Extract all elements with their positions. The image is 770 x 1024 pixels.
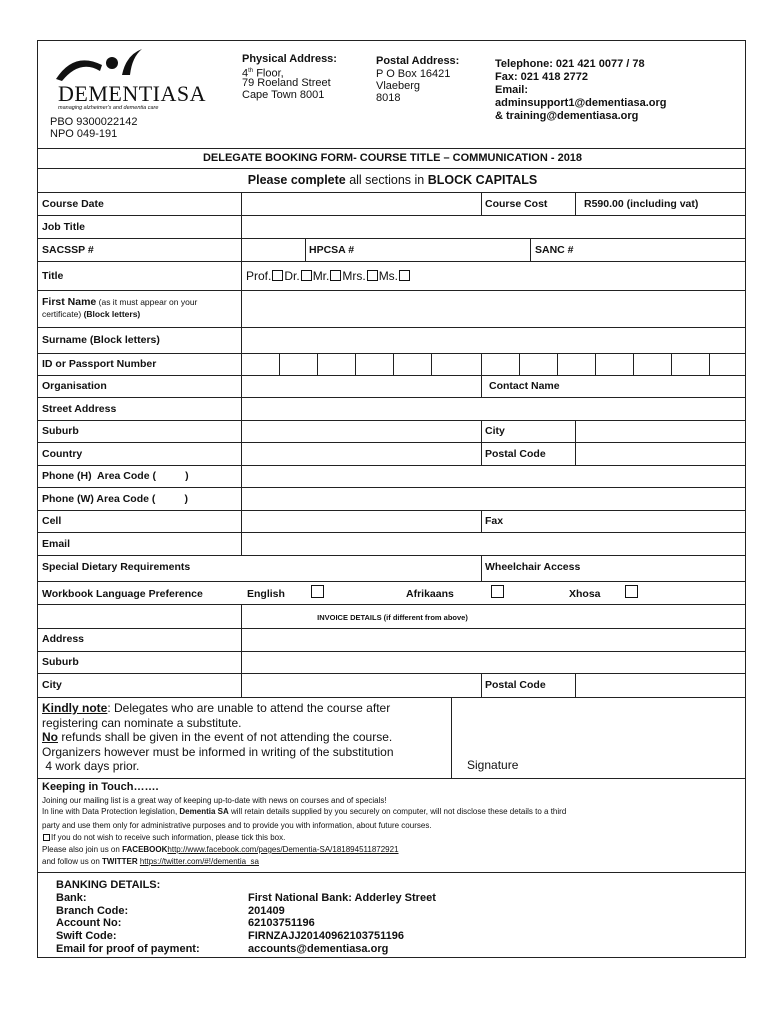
- course-cost-label: Course Cost: [485, 198, 548, 210]
- afrikaans-checkbox[interactable]: [491, 585, 504, 598]
- physical-address-line2: 79 Roeland Street: [242, 77, 331, 89]
- contact-email-1: adminsupport1@dementiasa.org: [495, 97, 667, 109]
- job-title-field[interactable]: [243, 217, 743, 236]
- contact-email-label: Email:: [495, 84, 529, 96]
- surname-field[interactable]: [243, 329, 743, 351]
- physical-address-title: Physical Address:: [242, 53, 337, 65]
- invoice-suburb-label: Suburb: [42, 656, 79, 668]
- xhosa-checkbox[interactable]: [625, 585, 638, 598]
- swift-code-label: Swift Code:: [56, 930, 117, 942]
- payment-email-value: accounts@dementiasa.org: [248, 943, 389, 955]
- keeping-in-touch-title: Keeping in Touch…….: [42, 781, 159, 793]
- booking-form: [37, 40, 746, 958]
- surname-label: Surname (Block letters): [42, 334, 160, 346]
- npo-number: NPO 049-191: [50, 128, 118, 140]
- invoice-city-label: City: [42, 679, 62, 691]
- signature-label: Signature: [467, 758, 519, 772]
- physical-address-line1: 4th Floor,: [242, 67, 284, 80]
- account-no-value: 62103751196: [248, 917, 315, 929]
- facebook-link[interactable]: http://www.facebook.com/pages/Dementia-SA/181894511872921: [167, 845, 399, 854]
- title-options: Prof. Dr. Mr. Mrs. Ms.: [246, 269, 411, 284]
- id-passport-label: ID or Passport Number: [42, 358, 157, 370]
- logo-swoosh-icon: [50, 45, 220, 85]
- first-name-label: First Name (as it must appear on your: [42, 296, 198, 308]
- branch-code-value: 201409: [248, 905, 285, 917]
- kindly-note: Kindly note: Delegates who are unable to attend the course after registering can nominate a substitute. No refunds shall be given in the event of not attending the course. Organizers however must be informed in writing of the substitution 4 work days prior.: [42, 701, 394, 773]
- organisation-label: Organisation: [42, 380, 107, 392]
- touch-line-4: If you do not wish to receive such information, please tick this box.: [42, 832, 285, 843]
- postal-address-line3: 8018: [376, 92, 401, 104]
- country-label: Country: [42, 448, 83, 460]
- branch-code-label: Branch Code:: [56, 905, 129, 917]
- title-dr-checkbox[interactable]: [272, 270, 283, 281]
- title-other-checkbox[interactable]: [399, 270, 410, 281]
- course-cost-value: R590.00 (including vat): [584, 198, 699, 210]
- cell-label: Cell: [42, 515, 62, 527]
- bank-value: First National Bank: Adderley Street: [248, 892, 436, 904]
- invoice-postal-code-label: Postal Code: [485, 679, 546, 691]
- street-address-label: Street Address: [42, 403, 117, 415]
- touch-line-6: and follow us on TWITTER https://twitter.com/#!/dementia_sa: [42, 857, 259, 866]
- postal-address-line2: Vlaeberg: [376, 80, 421, 92]
- contact-name-label: Contact Name: [489, 380, 560, 392]
- title-label: Title: [42, 270, 64, 282]
- touch-line-5: Please also join us on FACEBOOKhttp://www.facebook.com/pages/Dementia-SA/181894511872921: [42, 845, 399, 854]
- postal-address-line1: P O Box 16421: [376, 68, 451, 80]
- bank-label: Bank:: [56, 892, 87, 904]
- touch-line-3: party and use them only for administrative purposes and to provide you with information, about future courses.: [42, 821, 432, 830]
- contact-fax: Fax: 021 418 2772: [495, 71, 588, 83]
- pbo-number: PBO 9300022142: [50, 116, 138, 128]
- form-title: DELEGATE BOOKING FORM- COURSE TITLE – COMMUNICATION - 2018: [202, 152, 583, 164]
- phone-work-label: Phone (W) Area Code ( ): [42, 493, 189, 505]
- physical-address-line3: Cape Town 8001: [242, 89, 325, 101]
- contact-email-2: & training@dementiasa.org: [495, 110, 639, 122]
- logo-text: DEMENTIASA: [58, 81, 206, 106]
- first-name-note: certificate) (Block letters): [42, 309, 141, 319]
- swift-code-value: FIRNZAJJ20140962103751196: [248, 930, 404, 942]
- sanc-label: SANC #: [535, 244, 574, 256]
- signature-field[interactable]: [454, 699, 744, 757]
- invoice-title: INVOICE DETAILS (if different from above): [317, 613, 468, 622]
- postal-address-title: Postal Address:: [376, 55, 460, 67]
- twitter-link[interactable]: https://twitter.com/#!/dementia_sa: [139, 857, 259, 866]
- touch-line-1: Joining our mailing list is a great way of keeping up-to-date with news on courses and of specials!: [42, 796, 387, 805]
- xhosa-label: Xhosa: [569, 588, 601, 600]
- opt-out-checkbox[interactable]: [43, 834, 50, 841]
- wheelchair-label: Wheelchair Access: [485, 561, 581, 573]
- title-mr-checkbox[interactable]: [301, 270, 312, 281]
- invoice-address-label: Address: [42, 633, 85, 645]
- phone-home-label: Phone (H) Area Code ( ): [42, 470, 189, 482]
- email-label: Email: [42, 538, 71, 550]
- title-mrs-checkbox[interactable]: [330, 270, 341, 281]
- title-ms-checkbox[interactable]: [367, 270, 378, 281]
- city-label: City: [485, 425, 505, 437]
- sacssp-label: SACSSP #: [42, 244, 94, 256]
- touch-line-2: In line with Data Protection legislation, Dementia SA will retain details supplied by you securely on computer, will not disclose these details to a third: [42, 807, 567, 816]
- suburb-label: Suburb: [42, 425, 79, 437]
- logo: [50, 45, 220, 111]
- payment-email-label: Email for proof of payment:: [56, 943, 200, 955]
- form-instructions: Please complete all sections in BLOCK CAPITALS: [247, 173, 538, 187]
- afrikaans-label: Afrikaans: [406, 588, 454, 600]
- account-no-label: Account No:: [56, 917, 122, 929]
- hpcsa-label: HPCSA #: [309, 244, 355, 256]
- english-label: English: [247, 588, 285, 600]
- first-name-field[interactable]: [243, 292, 743, 325]
- english-checkbox[interactable]: [311, 585, 324, 598]
- fax-label: Fax: [485, 515, 504, 527]
- job-title-label: Job Title: [42, 221, 85, 233]
- course-date-field[interactable]: [243, 194, 479, 213]
- dietary-label: Special Dietary Requirements: [42, 561, 191, 573]
- workbook-language-label: Workbook Language Preference: [42, 588, 203, 600]
- logo-tagline: managing alzheimer's and dementia care: [58, 105, 159, 111]
- postal-code-label: Postal Code: [485, 448, 546, 460]
- banking-title: BANKING DETAILS:: [56, 879, 161, 891]
- contact-telephone: Telephone: 021 421 0077 / 78: [495, 58, 645, 70]
- course-date-label: Course Date: [42, 198, 104, 210]
